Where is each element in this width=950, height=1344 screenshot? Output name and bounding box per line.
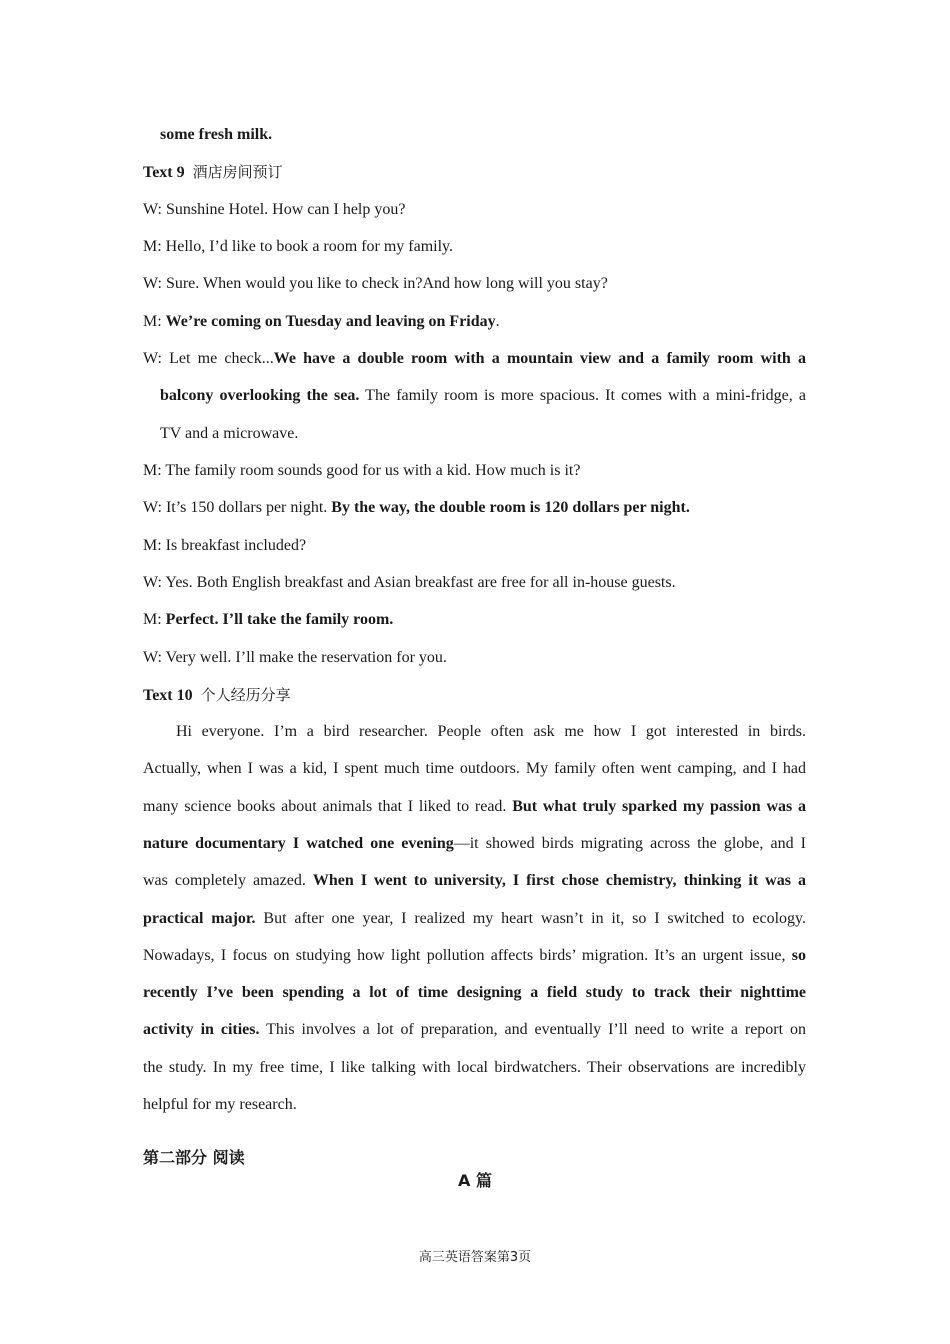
bold-answer-text: We have a double room with a mountain view and a family room with a: [273, 350, 807, 367]
continued-line: some fresh milk.: [160, 126, 273, 143]
transcript-text: —it showed birds migrating across the globe, and I: [453, 835, 806, 852]
dialogue-line: [143, 349, 806, 369]
speaker-label: M:: [143, 611, 166, 628]
text9-title: 酒店房间预订: [192, 163, 283, 181]
dialogue-line: [143, 461, 580, 481]
transcript-text: Very well. I’ll make the reservation for you.: [165, 649, 447, 666]
bold-answer-text: Perfect. I’ll take the family room.: [165, 611, 394, 628]
speaker-label: W:: [143, 499, 166, 516]
transcript-text: Nowadays, I focus on studying how light pollution affects birds’ migration. It’s an urgent issue,: [143, 947, 792, 964]
bold-answer-text: so: [791, 947, 806, 964]
speaker-label: W:: [143, 574, 166, 591]
dialogue-line: [143, 200, 405, 220]
transcript-text: Hi everyone. I’m a bird researcher. People often ask me how I got interested in birds.: [176, 723, 806, 740]
bold-answer-text: practical major.: [143, 910, 256, 927]
transcript-text: Sure. When would you like to check in?And how long will you stay?: [165, 275, 608, 292]
bold-answer-text: nature documentary I watched one evening: [143, 835, 454, 852]
part2-heading: 第二部分 阅读: [143, 1148, 245, 1167]
paragraph-line: [143, 834, 806, 854]
transcript-text: the study. In my free time, I like talking with local birdwatchers. Their observations are incredibly: [143, 1059, 806, 1076]
dialogue-line: [143, 610, 393, 630]
paragraph-line: [143, 797, 806, 817]
text10-label: Text 10: [143, 687, 193, 704]
transcript-text: It’s 150 dollars per night.: [165, 499, 332, 516]
dialogue-continuation: [160, 386, 806, 406]
speaker-label: W:: [143, 201, 166, 218]
speaker-label: M:: [143, 238, 166, 255]
text9-label: Text 9: [143, 164, 185, 181]
speaker-label: W:: [143, 275, 166, 292]
transcript-text: Actually, when I was a kid, I spent much time outdoors. My family often went camping, and I had: [143, 760, 806, 777]
transcript-text: But after one year, I realized my heart wasn’t in it, so I switched to ecology.: [255, 910, 806, 927]
dialogue-line: [143, 573, 676, 593]
speaker-label: W:: [143, 649, 166, 666]
paragraph-line: [143, 1095, 297, 1115]
dialogue-line: [143, 312, 500, 332]
transcript-text: The family room is more spacious. It comes with a mini-fridge, a: [359, 387, 807, 404]
bold-answer-text: When I went to university, I first chose chemistry, thinking it was a: [312, 872, 806, 889]
bold-answer-text: balcony overlooking the sea.: [160, 387, 360, 404]
paragraph-line: [143, 909, 806, 929]
page-footer: 高三英语答案第3页: [418, 1250, 532, 1265]
dialogue-line: [143, 498, 690, 518]
dialogue-line: [143, 274, 608, 294]
transcript-text: Is breakfast included?: [165, 537, 307, 554]
bold-answer-text: But what truly sparked my passion was a: [512, 798, 807, 815]
text9-heading: [143, 162, 283, 183]
text10-title: 个人经历分享: [200, 686, 291, 704]
paragraph-line: [143, 871, 806, 891]
transcript-text: Yes. Both English breakfast and Asian breakfast are free for all in-house guests.: [165, 574, 676, 591]
bold-answer-text: activity in cities.: [143, 1021, 260, 1038]
dialogue-line: [143, 648, 447, 668]
paragraph-line: [143, 1058, 806, 1078]
transcript-text: Let me check...: [169, 350, 274, 367]
dialogue-line: [143, 237, 453, 257]
transcript-text: Hello, I’d like to book a room for my family.: [165, 238, 454, 255]
paragraph-line: [143, 759, 806, 779]
bold-answer-text: By the way, the double room is 120 dollars per night.: [331, 499, 690, 516]
section-a-heading: A 篇: [458, 1171, 492, 1190]
transcript-text: The family room sounds good for us with a kid. How much is it?: [165, 462, 581, 479]
speaker-label: M:: [143, 537, 166, 554]
transcript-text: Sunshine Hotel. How can I help you?: [165, 201, 406, 218]
paragraph-line: [176, 722, 806, 742]
bold-answer-text: recently I’ve been spending a lot of time designing a field study to track their nighttime: [143, 984, 806, 1001]
dialogue-line: [143, 536, 306, 556]
transcript-text: many science books about animals that I liked to read.: [143, 798, 513, 815]
transcript-text: This involves a lot of preparation, and eventually I’ll need to write a report on: [259, 1021, 807, 1038]
transcript-text: .: [495, 313, 500, 330]
transcript-text: was completely amazed.: [143, 872, 313, 889]
speaker-label: W:: [143, 350, 170, 367]
dialogue-continuation: TV and a microwave.: [160, 425, 299, 442]
speaker-label: M:: [143, 462, 166, 479]
paragraph-line: [143, 1020, 806, 1040]
transcript-text: helpful for my research.: [143, 1096, 297, 1113]
speaker-label: M:: [143, 313, 166, 330]
text10-heading: [143, 685, 291, 706]
paragraph-line: [143, 946, 806, 966]
paragraph-line: [143, 983, 806, 1003]
bold-answer-text: We’re coming on Tuesday and leaving on Friday: [165, 313, 496, 330]
